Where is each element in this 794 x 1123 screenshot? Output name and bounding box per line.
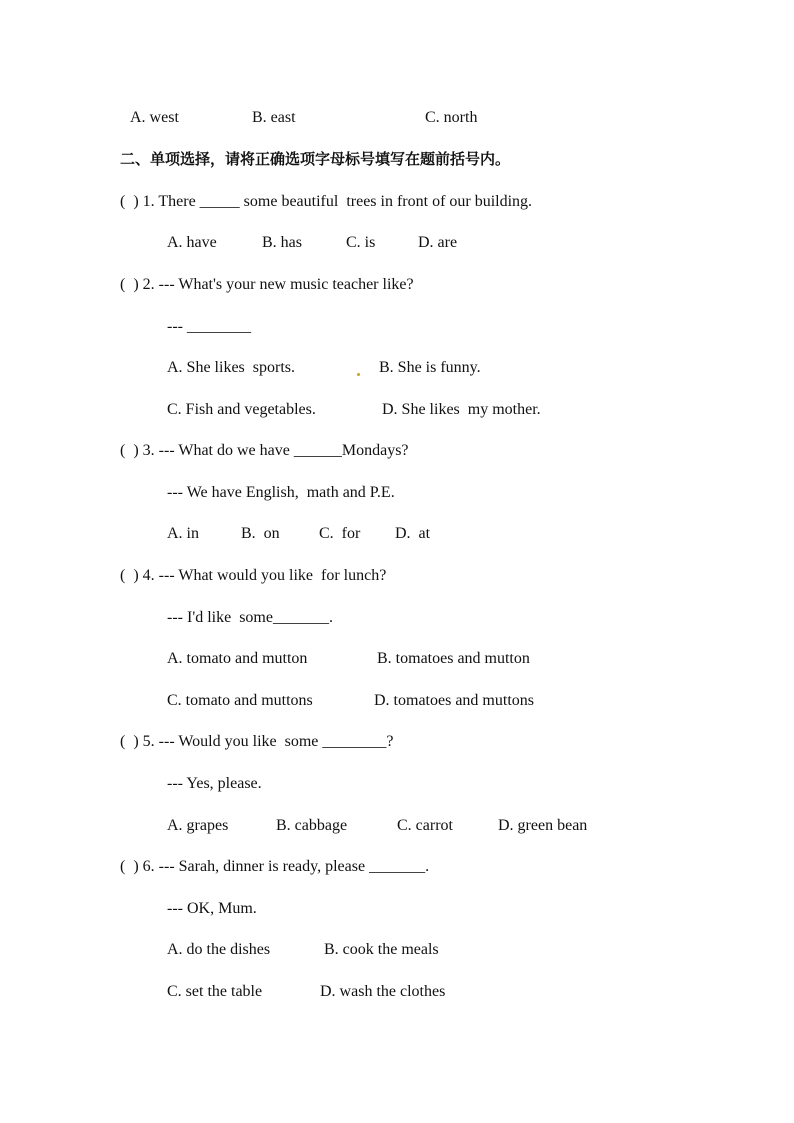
option-a: A. in (167, 525, 199, 542)
question-stem: ( ) 3. --- What do we have ______Mondays? (120, 442, 409, 459)
question-stem: ( ) 4. --- What would you like for lunch? (120, 567, 387, 584)
option-d: D. at (395, 525, 431, 542)
option-d: D. tomatoes and muttons (374, 692, 534, 709)
answer-line: --- Yes, please. (167, 775, 262, 792)
answer-line: --- OK, Mum. (167, 900, 257, 917)
option-c: C. tomato and muttons (167, 692, 313, 709)
question-stem: ( ) 1. There _____ some beautiful trees in front of our building. (120, 193, 533, 210)
option-c: C. set the table (167, 983, 263, 1000)
option-c: C. carrot (397, 817, 453, 834)
option-c: C. north (425, 109, 478, 126)
option-c: C. for (319, 525, 361, 542)
option-a: A. do the dishes (167, 941, 271, 958)
question-stem: ( ) 2. --- What's your new music teacher like? (120, 276, 414, 293)
option-b: B. on (241, 525, 280, 542)
option-a: A. west (130, 109, 179, 126)
answer-line: --- I'd like some_______. (167, 609, 333, 626)
question-stem: ( ) 5. --- Would you like some ________? (120, 733, 394, 750)
option-a: A. tomato and mutton (167, 650, 308, 667)
option-b: B. cabbage (276, 817, 348, 834)
option-b: B. cook the meals (324, 941, 439, 958)
option-d: D. She likes my mother. (382, 401, 541, 418)
answer-line: --- ________ (167, 318, 251, 335)
option-c: C. is (346, 234, 376, 251)
question-stem: ( ) 6. --- Sarah, dinner is ready, please _______. (120, 858, 430, 875)
option-d: D. green bean (498, 817, 588, 834)
option-d: D. are (418, 234, 458, 251)
section-heading: 二、单项选择，请将正确选项字母标号填写在题前括号内。 (120, 150, 511, 168)
stray-dot (357, 373, 360, 376)
option-a: A. have (167, 234, 217, 251)
option-c: C. Fish and vegetables. (167, 401, 316, 418)
option-b: B. east (252, 109, 296, 126)
option-a: A. grapes (167, 817, 229, 834)
option-d: D. wash the clothes (320, 983, 446, 1000)
option-b: B. tomatoes and mutton (377, 650, 530, 667)
answer-line: --- We have English, math and P.E. (167, 484, 395, 501)
option-b: B. has (262, 234, 302, 251)
option-b: B. She is funny. (379, 359, 481, 376)
option-a: A. She likes sports. (167, 359, 295, 376)
